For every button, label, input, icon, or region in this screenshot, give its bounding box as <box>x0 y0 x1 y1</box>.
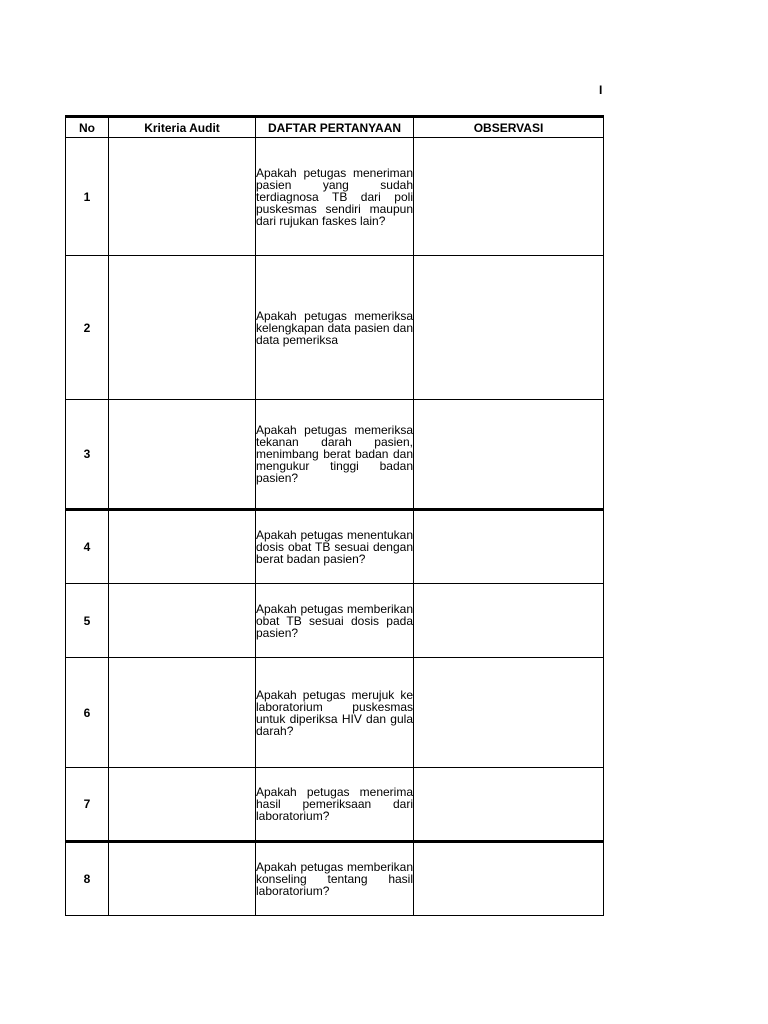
header-observasi: OBSERVASI <box>414 117 604 138</box>
table-body <box>66 138 604 916</box>
table-row <box>66 138 604 256</box>
table-row <box>66 510 604 584</box>
question-cell: Apakah petugas merujuk ke laboratorium puskesmas untuk diperiksa HIV dan gula darah? <box>256 658 414 768</box>
table-row <box>66 658 604 768</box>
row-number: 3 <box>66 400 109 510</box>
row-number: 5 <box>66 584 109 658</box>
observasi-cell <box>414 400 604 510</box>
observasi-cell <box>414 658 604 768</box>
question-cell: Apakah petugas memberikan konseling tentang hasil laboratorium? <box>256 842 414 916</box>
corner-mark: I <box>599 83 603 97</box>
header-no: No <box>66 117 109 138</box>
row-number: 8 <box>66 842 109 916</box>
observasi-cell <box>414 510 604 584</box>
table-header <box>66 117 604 138</box>
table-row <box>66 400 604 510</box>
kriteria-cell <box>109 842 256 916</box>
kriteria-cell <box>109 584 256 658</box>
audit-table <box>65 115 604 916</box>
question-cell: Apakah petugas menerima hasil pemeriksaan dari laboratorium? <box>256 768 414 842</box>
observasi-cell <box>414 138 604 256</box>
row-number: 4 <box>66 510 109 584</box>
row-number: 1 <box>66 138 109 256</box>
row-number: 6 <box>66 658 109 768</box>
table-row <box>66 584 604 658</box>
header-row <box>66 117 604 138</box>
kriteria-cell <box>109 138 256 256</box>
question-cell: Apakah petugas meneriman pasien yang sudah terdiagnosa TB dari poli puskesmas sendiri maupun dari rujukan faskes lain? <box>256 138 414 256</box>
table-row <box>66 842 604 916</box>
kriteria-cell <box>109 256 256 400</box>
question-cell: Apakah petugas menentukan dosis obat TB sesuai dengan berat badan pasien? <box>256 510 414 584</box>
kriteria-cell <box>109 768 256 842</box>
row-number: 7 <box>66 768 109 842</box>
header-daftar-pertanyaan: DAFTAR PERTANYAAN <box>256 117 414 138</box>
kriteria-cell <box>109 658 256 768</box>
kriteria-cell <box>109 510 256 584</box>
question-cell: Apakah petugas memeriksa tekanan darah pasien, menimbang berat badan dan mengukur tinggi badan pasien? <box>256 400 414 510</box>
row-number: 2 <box>66 256 109 400</box>
observasi-cell <box>414 842 604 916</box>
question-cell: Apakah petugas memberikan obat TB sesuai dosis pada pasien? <box>256 584 414 658</box>
table-row <box>66 768 604 842</box>
header-kriteria-audit: Kriteria Audit <box>109 117 256 138</box>
kriteria-cell <box>109 400 256 510</box>
observasi-cell <box>414 768 604 842</box>
observasi-cell <box>414 256 604 400</box>
question-cell: Apakah petugas memeriksa kelengkapan data pasien dan data pemeriksa <box>256 256 414 400</box>
table-row <box>66 256 604 400</box>
observasi-cell <box>414 584 604 658</box>
